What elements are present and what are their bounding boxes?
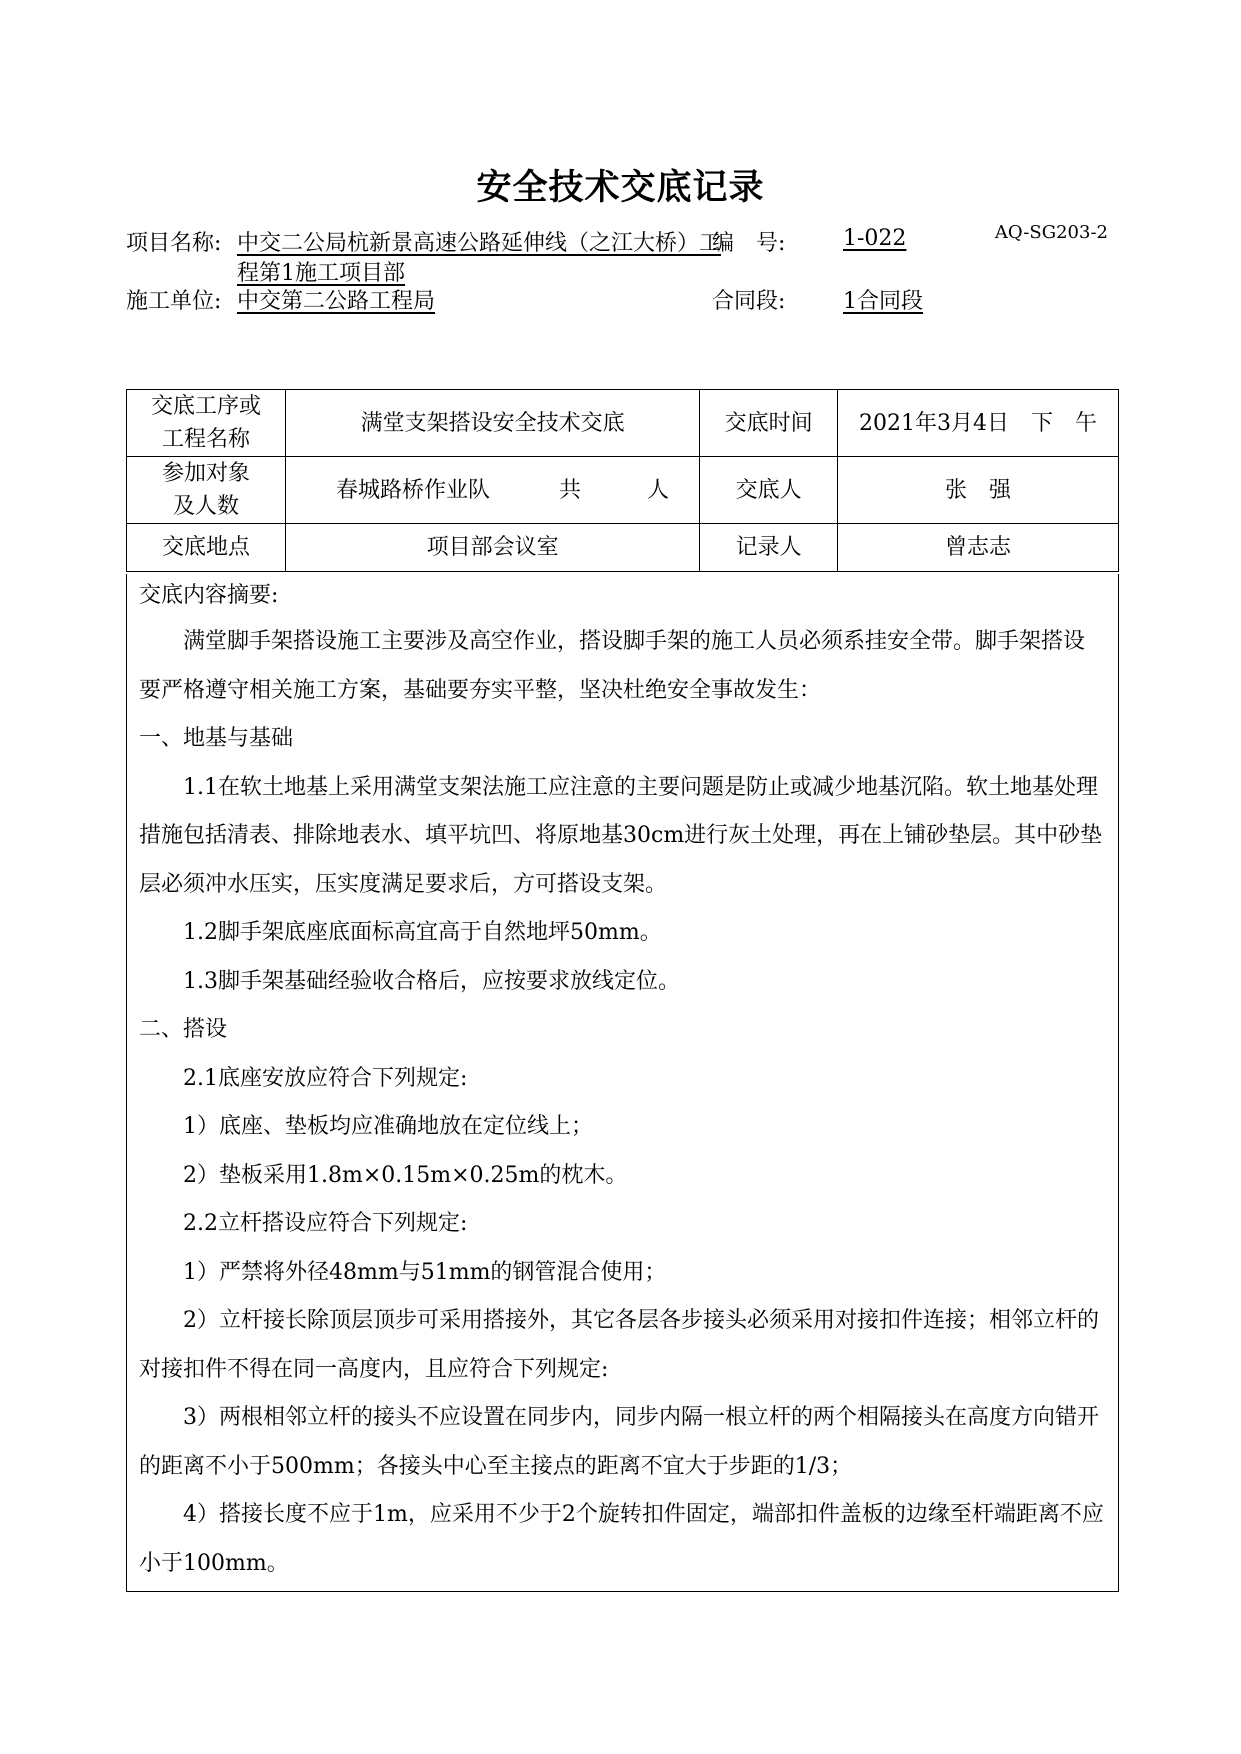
list-item: 4）搭接长度不应于1m，应采用不少于2个旋转扣件固定，端部扣件盖板的边缘至杆端距离不应小于100mm。 <box>139 1502 1104 1576</box>
location-value: 项目部会议室 <box>285 524 699 572</box>
project-name-label: 项目名称: <box>126 231 222 256</box>
list-item: 2）垫板采用1.8m×0.15m×0.25m的枕木。 <box>183 1162 628 1188</box>
location-label: 交底地点 <box>127 524 286 572</box>
participants-team: 春城路桥作业队 <box>335 477 490 503</box>
briefing-time-label: 交底时间 <box>700 390 838 457</box>
briefing-info-table <box>126 389 1119 572</box>
project-name-line1: 中交二公局杭新景高速公路延伸线（之江大桥）工 <box>237 231 722 256</box>
intro-paragraph: 满堂脚手架搭设施工主要涉及高空作业，搭设脚手架的施工人员必须系挂安全带。脚手架搭设要严格遵守相关施工方案，基础要夯实平整，坚决杜绝安全事故发生： <box>139 629 1086 703</box>
section-heading: 二、搭设 <box>139 1017 228 1042</box>
participants-value <box>285 457 699 524</box>
paragraph: 1.3脚手架基础经验收合格后，应按要求放线定位。 <box>183 968 680 994</box>
document-code: AQ-SG203-2 <box>994 222 1108 243</box>
construction-unit-value: 中交第二公路工程局 <box>237 289 436 314</box>
paragraph: 1.2脚手架底座底面标高宜高于自然地坪50mm。 <box>183 920 662 945</box>
list-item: 3）两根相邻立杆的接头不应设置在同步内，同步内隔一根立杆的两个相隔接头在高度方向错开的距离不小于500mm；各接头中心至主接点的距离不宜大于步距的1/3； <box>139 1405 1100 1479</box>
procedure-name-value: 满堂支架搭设安全技术交底 <box>285 390 699 457</box>
paragraph: 1.1在软土地基上采用满堂支架法施工应注意的主要问题是防止或减少地基沉陷。软土地基处理措施包括清表、排除地表水、填平坑凹、将原地基30cm进行灰土处理，再在上铺砂垫层。其中砂垫层必须冲水压实，压实度满足要求后，方可搭设支架。 <box>139 774 1103 897</box>
recorder-label: 记录人 <box>700 524 838 572</box>
recorder-value: 曾志志 <box>837 524 1118 572</box>
section-heading: 一、地基与基础 <box>139 726 294 751</box>
participants-count: 共 人 <box>559 477 670 503</box>
number-label: 编 号: <box>712 231 786 256</box>
list-item: 1）严禁将外径48mm与51mm的钢管混合使用； <box>183 1259 667 1285</box>
list-item: 1）底座、垫板均应准确地放在定位线上； <box>183 1114 593 1139</box>
table-row <box>127 457 1119 524</box>
contract-section-value: 1合同段 <box>843 289 923 314</box>
list-item: 2）立杆接长除顶层顶步可采用搭接外，其它各层各步接头必须采用对接扣件连接；相邻立杆的对接扣件不得在同一高度内，且应符合下列规定: <box>139 1308 1100 1382</box>
summary-label: 交底内容摘要: <box>139 583 279 608</box>
paragraph: 2.1底座安放应符合下列规定: <box>183 1065 468 1091</box>
table-row <box>127 524 1119 572</box>
project-name-line2: 程第1施工项目部 <box>237 261 405 286</box>
number-value: 1-022 <box>843 226 907 251</box>
procedure-name-label: 交底工序或工程名称 <box>127 390 286 457</box>
contract-section-label: 合同段: <box>712 289 786 314</box>
participants-label: 参加对象及人数 <box>127 457 286 524</box>
briefer-value: 张 强 <box>837 457 1118 524</box>
paragraph: 2.2立杆搭设应符合下列规定: <box>183 1211 468 1236</box>
page-title: 安全技术交底记录 <box>476 168 765 208</box>
briefing-content <box>126 574 1119 1592</box>
table-row <box>127 390 1119 457</box>
briefing-time-value: 2021年3月4日 下 午 <box>837 390 1118 457</box>
construction-unit-label: 施工单位: <box>126 289 222 314</box>
briefer-label: 交底人 <box>700 457 838 524</box>
